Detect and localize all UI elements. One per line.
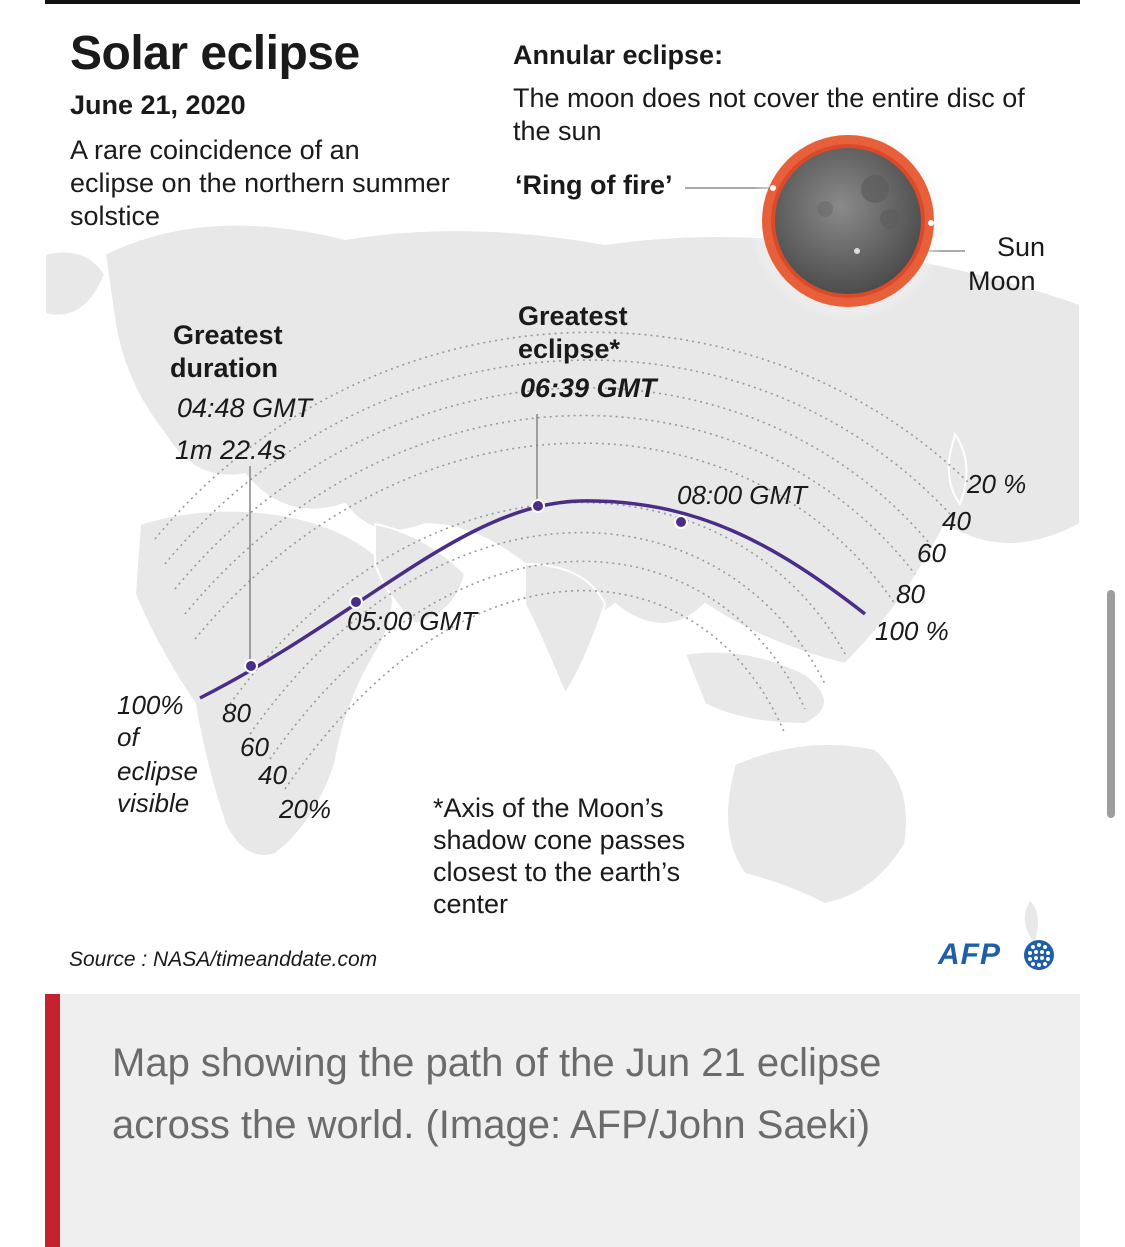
visibility-west-line3: eclipse xyxy=(117,756,198,786)
visibility-east-20: 20 % xyxy=(967,469,1027,499)
ring-of-fire-label: ‘Ring of fire’ xyxy=(515,170,673,200)
afp-logo-text: AFP xyxy=(938,938,1001,971)
infographic-title: Solar eclipse xyxy=(70,27,360,80)
moon-point xyxy=(854,248,860,254)
visibility-west-80: 80 xyxy=(222,698,251,728)
caption-text: Map showing the path of the Jun 21 eclipse across the world. (Image: AFP/John Saeki) xyxy=(112,1041,882,1147)
annular-title: Annular eclipse: xyxy=(513,40,724,70)
visibility-west-20: 20% xyxy=(279,794,332,824)
moon-crater xyxy=(880,209,900,229)
infographic-subtitle: A rare coincidence of an eclipse on the northern summer solstice xyxy=(70,135,450,231)
eclipse-date: June 21, 2020 xyxy=(70,90,246,120)
visibility-west-60: 60 xyxy=(240,732,269,762)
annular-eclipse-illustration xyxy=(748,121,948,321)
moon-crater xyxy=(861,175,889,203)
visibility-east-60: 60 xyxy=(917,538,946,568)
greatest-duration-line2: duration xyxy=(170,353,278,383)
footnote-line3: closest to the earth’s xyxy=(433,857,681,887)
ring-point xyxy=(770,185,776,191)
visibility-west-line1: 100% xyxy=(117,690,184,720)
caption-accent-bar xyxy=(45,994,60,1247)
footnote-line1: *Axis of the Moon’s xyxy=(433,793,664,823)
sun-label: Sun xyxy=(997,232,1046,262)
footnote-line2: shadow cone passes xyxy=(433,825,686,855)
greatest-eclipse-time: 06:39 GMT xyxy=(520,373,657,403)
image-caption xyxy=(45,994,1080,1247)
visibility-west-40: 40 xyxy=(258,760,287,790)
footnote-line4: center xyxy=(433,889,509,919)
time-label-0800: 08:00 GMT xyxy=(677,480,808,510)
time-label-0500: 05:00 GMT xyxy=(347,606,478,636)
australia-landmass xyxy=(727,744,907,904)
point-0800 xyxy=(675,516,687,528)
greatest-eclipse-line2: eclipse* xyxy=(518,334,621,364)
visibility-east-80: 80 xyxy=(896,579,925,609)
scrollbar[interactable] xyxy=(1107,590,1115,818)
greatest-duration-value: 1m 22.4s xyxy=(175,435,287,465)
greatest-eclipse-line1: Greatest xyxy=(518,301,628,331)
visibility-west-line2: of xyxy=(117,722,139,752)
visibility-west-line4: visible xyxy=(117,788,190,818)
sun-point xyxy=(928,220,934,226)
visibility-east-100: 100 % xyxy=(875,616,949,646)
greenland-edge xyxy=(45,252,105,316)
afp-globe-icon xyxy=(1022,938,1056,972)
source-credit: Source : NASA/timeanddate.com xyxy=(69,948,378,971)
point-0639 xyxy=(532,500,544,512)
greatest-duration-line1: Greatest xyxy=(173,320,283,350)
eclipse-infographic[interactable] xyxy=(45,4,1080,994)
moon-crater xyxy=(817,201,833,217)
greatest-duration-time: 04:48 GMT xyxy=(177,393,313,423)
moon-label: Moon xyxy=(968,266,1036,296)
annular-description: The moon does not cover the entire disc of the sun xyxy=(513,83,1025,146)
point-0448 xyxy=(245,660,257,672)
southeast-asia-islands xyxy=(685,652,825,725)
visibility-east-40: 40 xyxy=(942,506,971,536)
